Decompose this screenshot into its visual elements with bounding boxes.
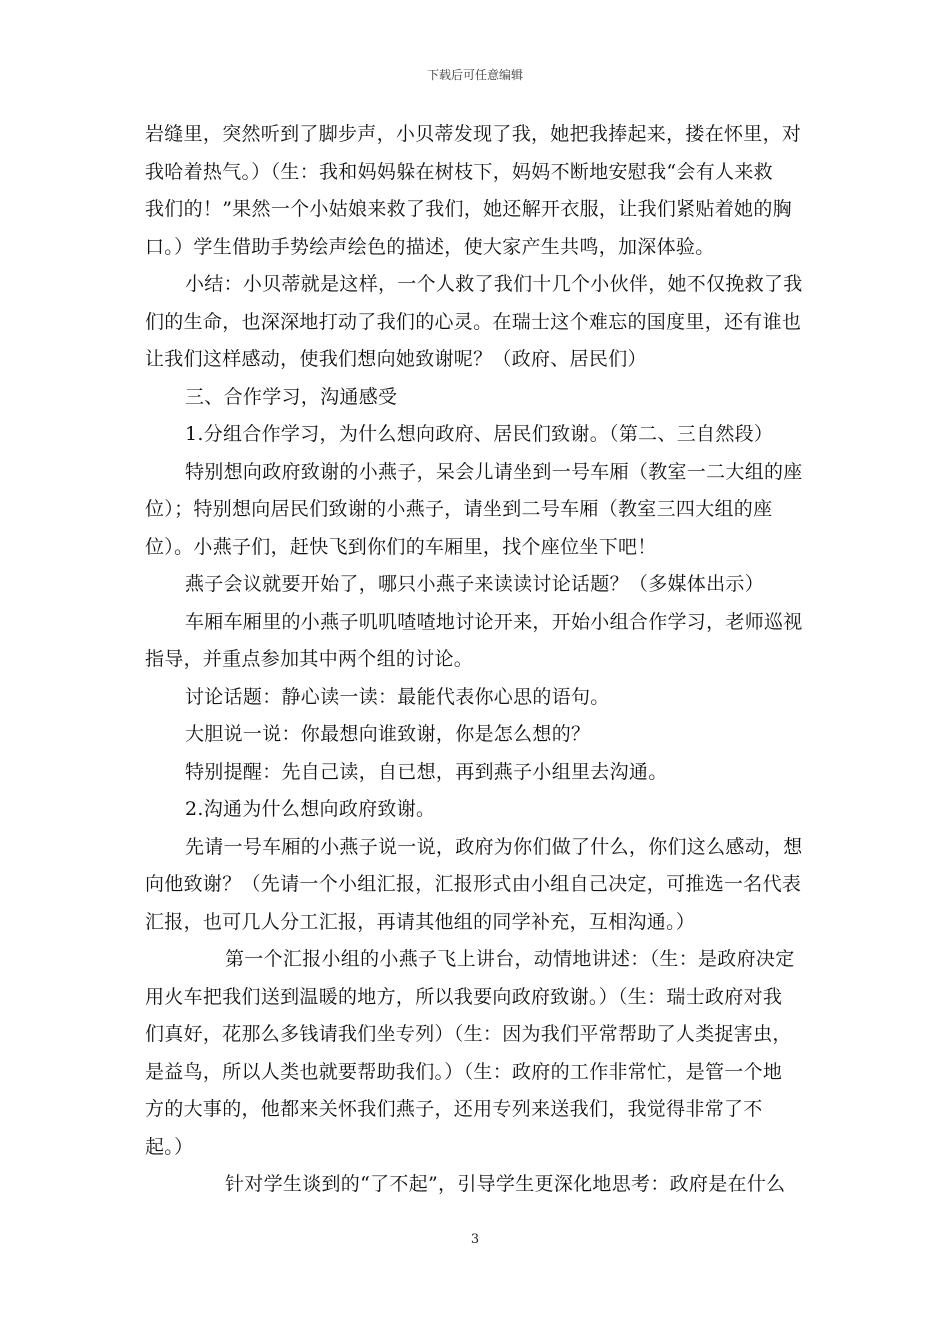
text-line: 先请一号车厢的小燕子说一说，政府为你们做了什么，你们这么感动，想 xyxy=(185,835,803,858)
text-line: 位）。小燕子们，赶快飞到你们的车厢里，找个座位坐下吧！ xyxy=(145,535,657,558)
page-header: 下载后可任意编辑 xyxy=(426,68,523,82)
text-line: 2.沟通为什么想向政府致谢。 xyxy=(185,798,436,820)
text-line: 第一个汇报小组的小燕子飞上讲台，动情地讲述：（生：是政府决定 xyxy=(225,948,795,970)
text-line: 汇报，也可几人分工汇报，再请其他组的同学补充，互相沟通。） xyxy=(145,910,696,933)
text-line: 们真好，花那么多钱请我们坐专列）（生：因为我们平常帮助了人类捉害虫， xyxy=(145,1023,792,1045)
text-line: 特别提醒：先自己读，自已想，再到燕子小组里去沟通。 xyxy=(185,760,668,783)
text-line: 1.分组合作学习，为什么想向政府、居民们致谢。（第二、三自然段） xyxy=(185,423,774,445)
text-line: 我们的！”果然一个小姑娘来救了我们，她还解开衣服，让我们紧贴着她的胸 xyxy=(145,198,792,220)
text-line: 口。）学生借助手势绘声绘色的描述，使大家产生共鸣，加深体验。 xyxy=(145,235,715,258)
text-line: 针对学生谈到的“了不起”，引导学生更深化地思考：政府是在什么 xyxy=(225,1173,786,1195)
text-line: 向他致谢？（先请一个小组汇报，汇报形式由小组自己决定，可推选一名代表 xyxy=(145,873,802,895)
text-line: 特别想向政府致谢的小燕子，呆会儿请坐到一号车厢（教室一二大组的座 xyxy=(185,460,803,483)
text-line: 用火车把我们送到温暖的地方，所以我要向政府致谢。）（生：瑞士政府对我 xyxy=(145,985,783,1008)
text-line: 方的大事的，他都来关怀我们燕子，还用专列来送我们，我觉得非常了不 xyxy=(145,1098,763,1120)
text-line: 讨论话题：静心读一读：最能代表你心思的语句。 xyxy=(185,685,610,708)
text-line: 大胆说一说：你最想向谁致谢，你是怎么想的？ xyxy=(185,723,591,745)
text-line: 位）；特别想向居民们致谢的小燕子，请坐到二号车厢（教室三四大组的座 xyxy=(145,498,773,520)
document-body xyxy=(145,116,807,1204)
text-line: 我哈着热气。）（生：我和妈妈躲在树枝下，妈妈不断地安慰我“会有人来救 xyxy=(145,160,773,183)
text-line: 燕子会议就要开始了，哪只小燕子来读读讨论话题？（多媒体出示） xyxy=(185,573,765,595)
page-number: 3 xyxy=(470,1232,480,1247)
section-heading: 三、合作学习，沟通感受 xyxy=(185,385,398,408)
text-line: 车厢车厢里的小燕子叽叽喳喳地讨论开来，开始小组合作学习，老师巡视 xyxy=(185,610,803,633)
text-line: 们的生命，也深深地打动了我们的心灵。在瑞士这个难忘的国度里，还有谁也 xyxy=(145,310,802,333)
text-line: 是益鸟，所以人类也就要帮助我们。）（生：政府的工作非常忙，是管一个地 xyxy=(145,1060,783,1083)
text-line: 起。） xyxy=(145,1135,194,1158)
text-line: 小结：小贝蒂就是这样，一个人救了我们十几个小伙伴，她不仅挽救了我 xyxy=(185,273,803,295)
text-line: 岩缝里，突然听到了脚步声，小贝蒂发现了我，她把我捧起来，搂在怀里，对 xyxy=(145,123,802,145)
text-line: 指导，并重点参加其中两个组的讨论。 xyxy=(145,648,474,670)
text-line: 让我们这样感动，使我们想向她致谢呢？（政府、居民们） xyxy=(145,348,647,370)
